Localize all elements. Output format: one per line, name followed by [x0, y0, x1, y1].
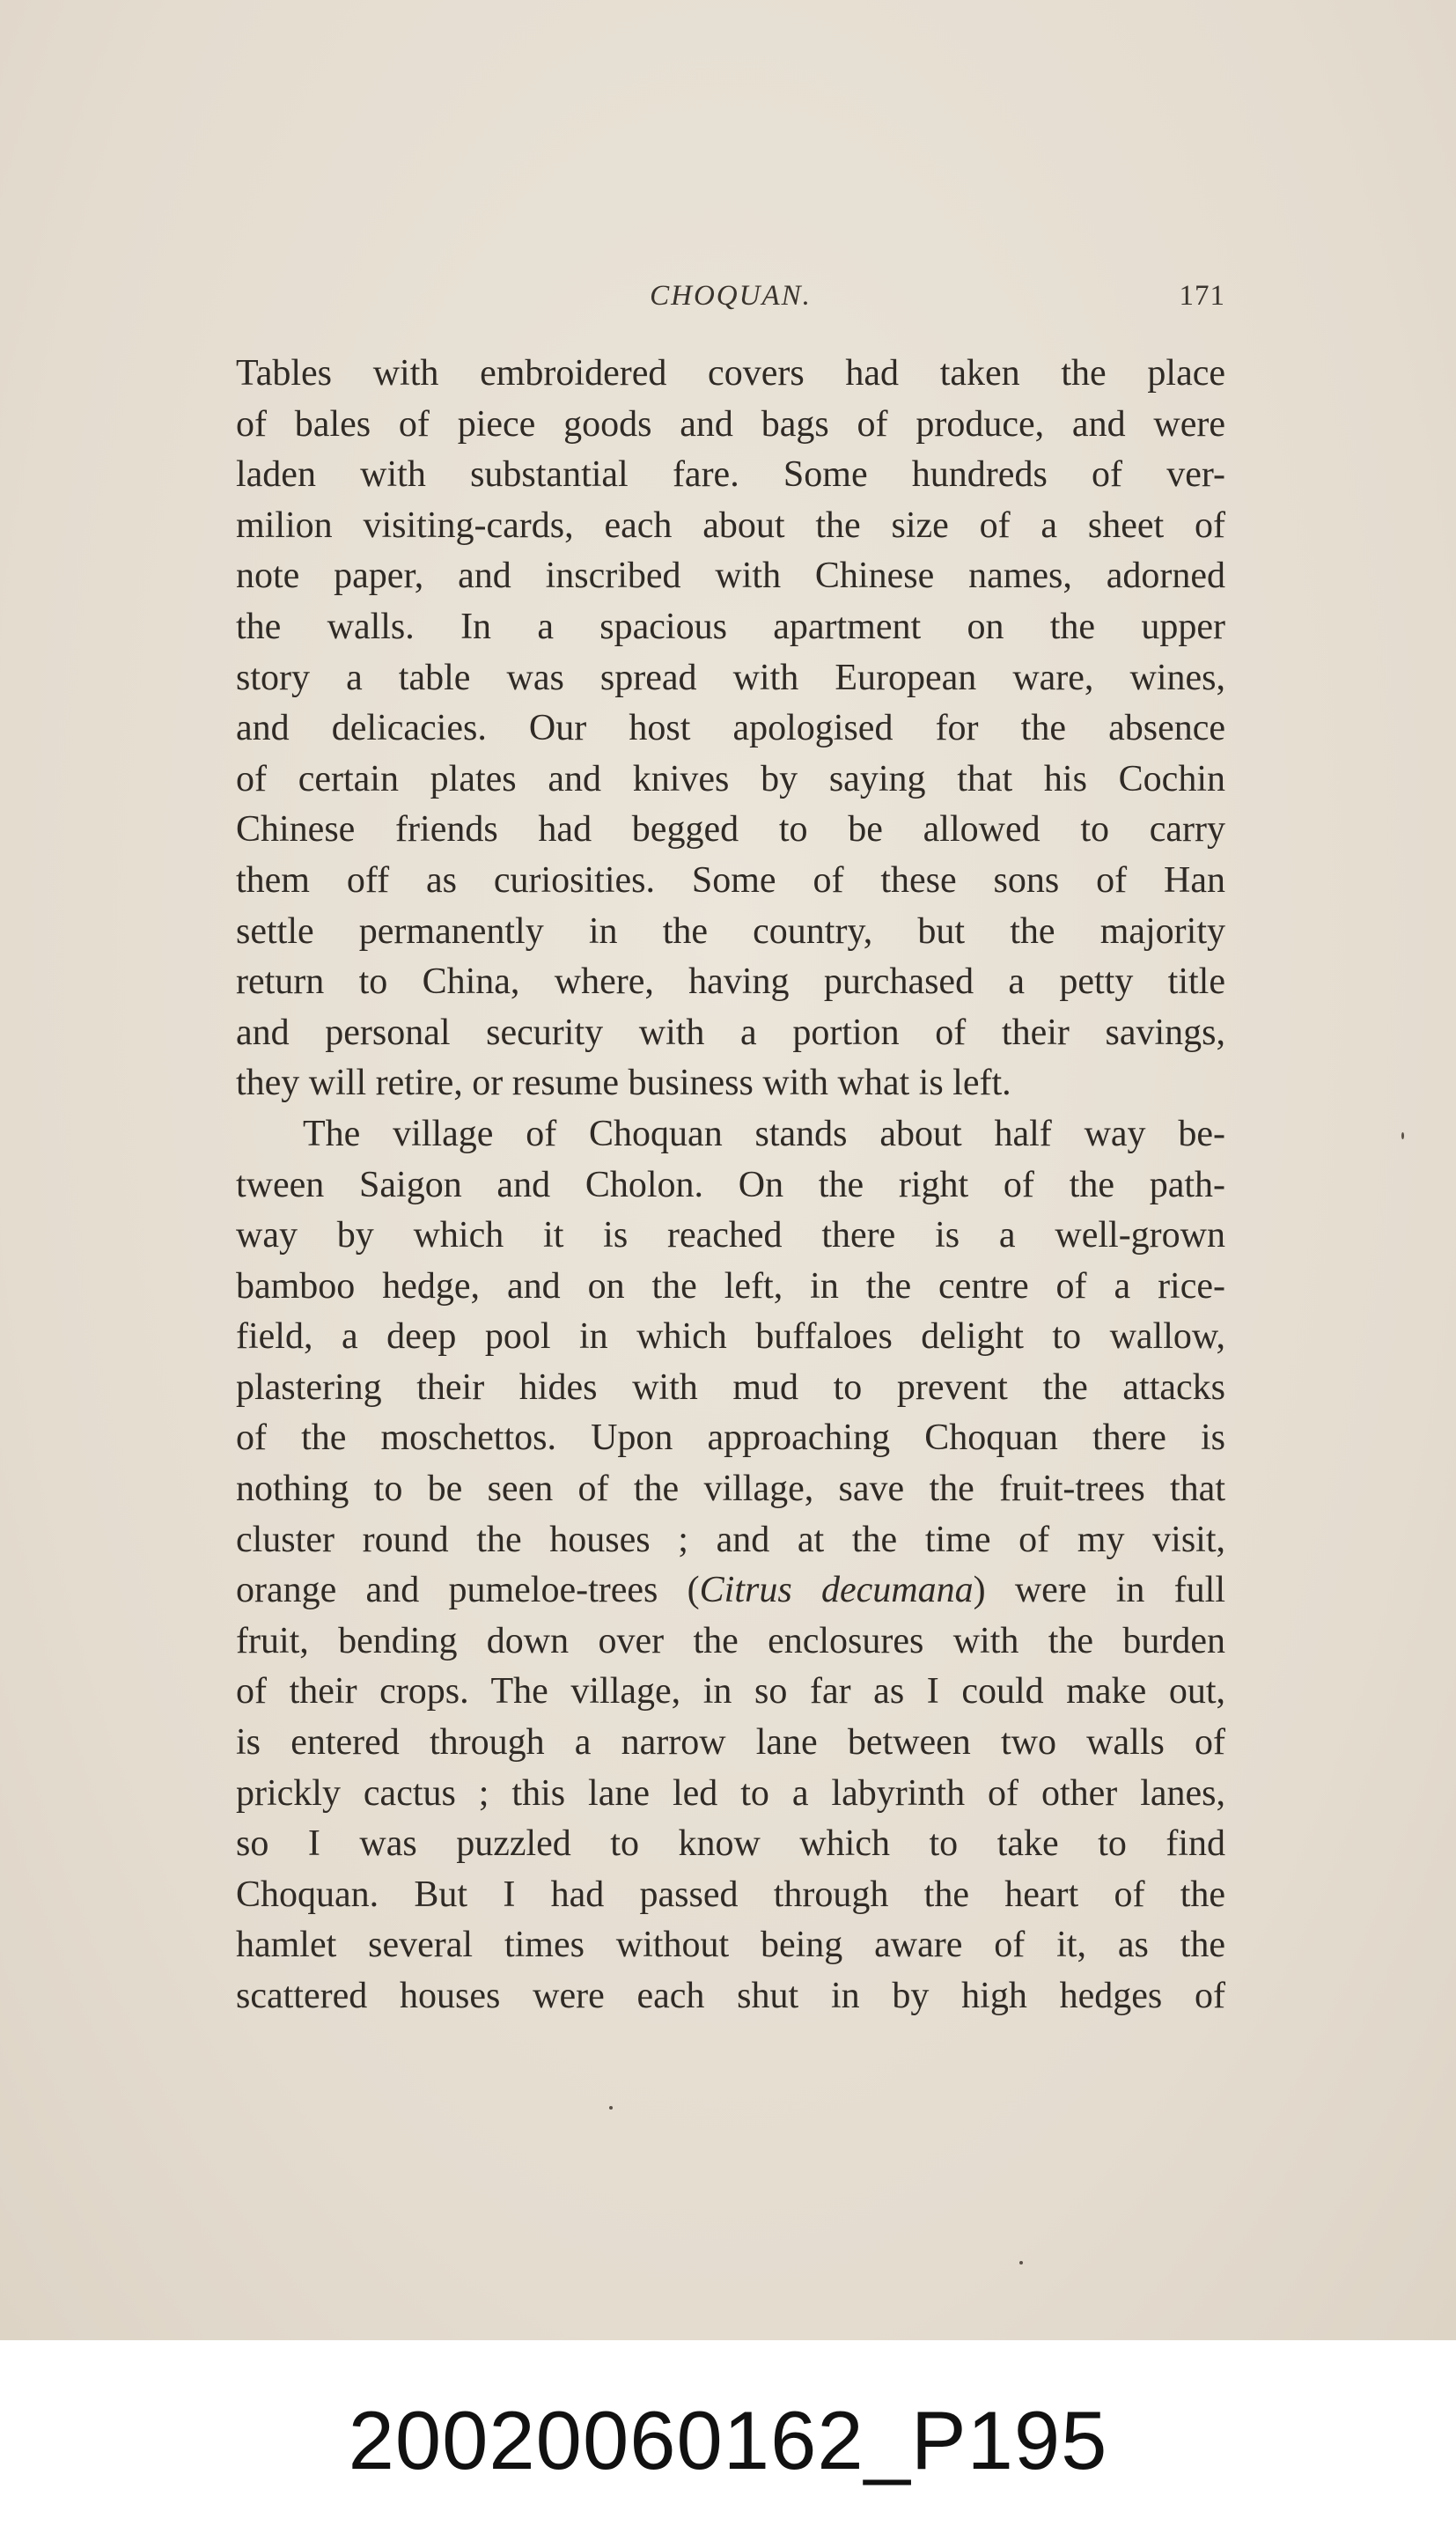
text-line: Tables with embroidered covers had taken the place: [236, 353, 1225, 394]
text-line: field, a deep pool in which buffaloes delight to wallow,: [236, 1316, 1225, 1358]
text-line: is entered through a narrow lane between two walls of: [236, 1722, 1225, 1764]
text-line: of the moschettos. Upon approaching Choquan there is: [236, 1418, 1225, 1459]
running-head: CHOQUAN.: [650, 280, 812, 312]
paper-speck: [609, 2106, 613, 2110]
text-line: tween Saigon and Cholon. On the right of the path-: [236, 1164, 1225, 1205]
text-line: Chinese friends had begged to be allowed to carry: [236, 809, 1225, 851]
text-line: Choquan. But I had passed through the heart of the: [236, 1874, 1225, 1915]
paper-speck: [1401, 1132, 1404, 1139]
text-line: of certain plates and knives by saying that his Cochin: [236, 758, 1225, 799]
text-line: nothing to be seen of the village, save the fruit-trees that: [236, 1469, 1225, 1510]
text-line: The village of Choquan stands about half way be-: [303, 1113, 1225, 1154]
text-line: story a table was spread with European ware, wines,: [236, 657, 1225, 698]
text-line: bamboo hedge, and on the left, in the centre of a rice-: [236, 1265, 1225, 1307]
text-line: way by which it is reached there is a well-grown: [236, 1215, 1225, 1256]
text-line: return to China, where, having purchased a petty title: [236, 961, 1225, 1003]
text-line: hamlet several times without being aware of it, as the: [236, 1925, 1225, 1966]
text-line: and delicacies. Our host apologised for the absence: [236, 708, 1225, 749]
text-line: cluster round the houses ; and at the time of my visit,: [236, 1519, 1225, 1560]
text-line: them off as curiosities. Some of these sons of Han: [236, 859, 1225, 901]
text-line: scattered houses were each shut in by high hedges of: [236, 1976, 1225, 2016]
text-line: so I was puzzled to know which to take to find: [236, 1823, 1225, 1865]
text-line: milion visiting-cards, each about the size of a sheet of: [236, 504, 1225, 546]
text-line: plastering their hides with mud to prevent the attacks: [236, 1366, 1225, 1408]
text-line: laden with substantial fare. Some hundreds of ver-: [236, 454, 1225, 496]
text-line: the walls. In a spacious apartment on the upper: [236, 606, 1225, 647]
text-line: settle permanently in the country, but the majority: [236, 910, 1225, 952]
body-text: [236, 349, 1225, 2022]
text-line: of their crops. The village, in so far as I could make out,: [236, 1671, 1225, 1712]
text-line: of bales of piece goods and bags of produce, and were: [236, 403, 1225, 445]
text-line: they will retire, or resume business with what is left.: [236, 1063, 1011, 1104]
paper-speck: [1019, 2261, 1023, 2264]
page-number: 171: [1179, 280, 1225, 312]
text-line: prickly cactus ; this lane led to a labyrinth of other lanes,: [236, 1772, 1225, 1814]
text-segment: orange and pumeloe-trees (: [236, 1570, 700, 1611]
image-identifier-caption: 20020060162_P195: [348, 2394, 1108, 2486]
italic-species-name: Citrus decumana: [699, 1570, 974, 1611]
text-line: note paper, and inscribed with Chinese names, adorned: [236, 556, 1225, 597]
text-line: and personal security with a portion of their savings,: [236, 1012, 1225, 1053]
page-header: [236, 280, 1225, 315]
text-line-with-italic: [236, 1565, 1225, 1616]
text-line: fruit, bending down over the enclosures with the burden: [236, 1620, 1225, 1661]
text-segment: ) were in full: [973, 1570, 1225, 1611]
